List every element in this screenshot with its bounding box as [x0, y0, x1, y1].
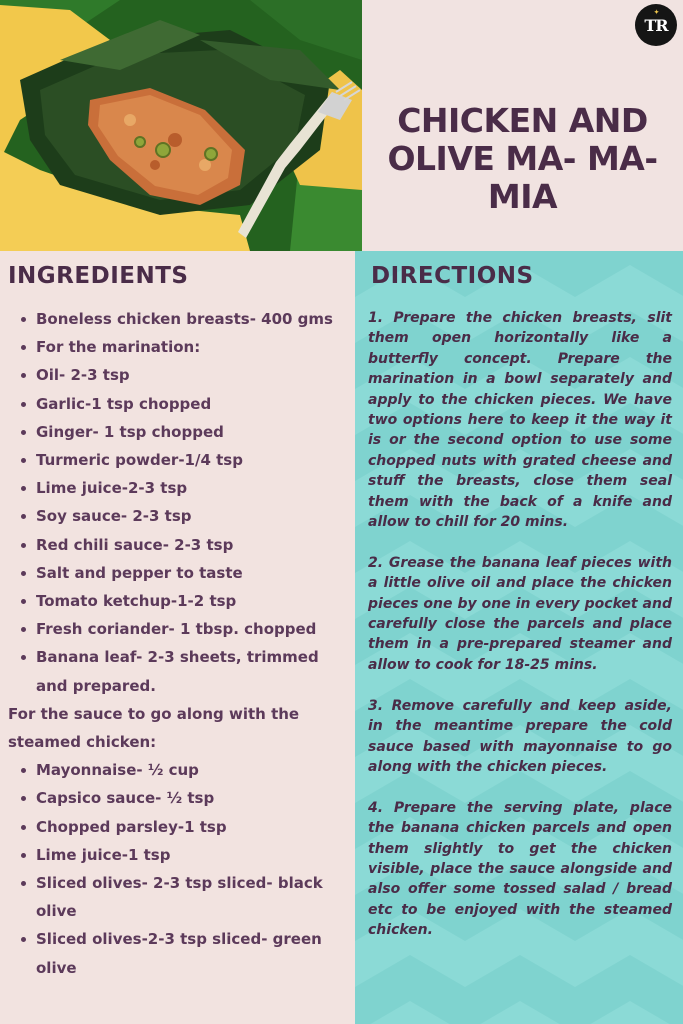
direction-step-3: 3. Remove carefully and keep aside, in the meantime prepare the cold sauce based with mayonnaise to go along with the chicken pieces. [368, 697, 672, 775]
ingredient-item: Lime juice-1 tsp [0, 841, 348, 869]
ingredients-heading: INGREDIENTS [8, 263, 189, 289]
ingredient-item: Sliced olives-2-3 tsp sliced- green olive [0, 925, 348, 981]
dish-photo-illustration [0, 0, 362, 251]
ingredient-item: Tomato ketchup-1-2 tsp [0, 587, 348, 615]
ingredient-item: Capsico sauce- ½ tsp [0, 784, 348, 812]
ingredients-list [0, 305, 348, 982]
directions-section [355, 251, 683, 1024]
direction-step-2: 2. Grease the banana leaf pieces with a little olive oil and place the chicken pieces one by one in every pocket and carefully close the parcels and place them in a pre-prepared steamer and allow to cook for 18-25 mins. [368, 554, 672, 673]
ingredient-item: Red chili sauce- 2-3 tsp [0, 531, 348, 559]
ingredient-item: Fresh coriander- 1 tbsp. chopped [0, 615, 348, 643]
ingredient-item: Salt and pepper to taste [0, 559, 348, 587]
ingredient-item: Lime juice-2-3 tsp [0, 474, 348, 502]
ingredient-item: Mayonnaise- ½ cup [0, 756, 348, 784]
ingredient-item: Oil- 2-3 tsp [0, 361, 348, 389]
ingredient-item: For the marination: [0, 333, 348, 361]
ingredient-item: Ginger- 1 tsp chopped [0, 418, 348, 446]
ingredient-item: Garlic-1 tsp chopped [0, 390, 348, 418]
title-panel [362, 0, 683, 251]
ingredient-item: Banana leaf- 2-3 sheets, trimmed and prepared. [0, 643, 348, 699]
ingredients-section [0, 251, 355, 1024]
dish-photo [0, 0, 362, 251]
brand-logo [635, 4, 677, 46]
sauce-subheading: For the sauce to go along with the steamed chicken: [8, 704, 300, 752]
ingredient-item: Turmeric powder-1/4 tsp [0, 446, 348, 474]
direction-step-1: 1. Prepare the chicken breasts, slit them open horizontally like a butterfly concept. Prepare the marination in a bowl separately and apply to the chicken pieces. We have two options here to keep it the way it is or the second option to use some chopped nuts with grated cheese and stuff the breasts, close them seal them with the back of a knife and allow to chill for 20 mins. [368, 310, 672, 531]
ingredient-item: Soy sauce- 2-3 tsp [0, 502, 348, 530]
direction-step-4: 4. Prepare the serving plate, place the banana chicken parcels and open them slightly to get the chicken visible, place the sauce alongside and also offer some tossed salad / bread etc to be enjoyed with the steamed chicken. [368, 799, 672, 939]
sparkle-icon: ✦ [653, 9, 659, 16]
brand-logo-text: TR [644, 15, 668, 35]
ingredient-item: Boneless chicken breasts- 400 gms [0, 305, 348, 333]
ingredient-item: Chopped parsley-1 tsp [0, 813, 348, 841]
directions-heading: DIRECTIONS [371, 263, 534, 289]
recipe-title: CHICKEN AND OLIVE MA- MA- MIA [387, 101, 658, 216]
directions-steps [368, 308, 672, 961]
ingredient-item: Sliced olives- 2-3 tsp sliced- black olive [0, 869, 348, 925]
